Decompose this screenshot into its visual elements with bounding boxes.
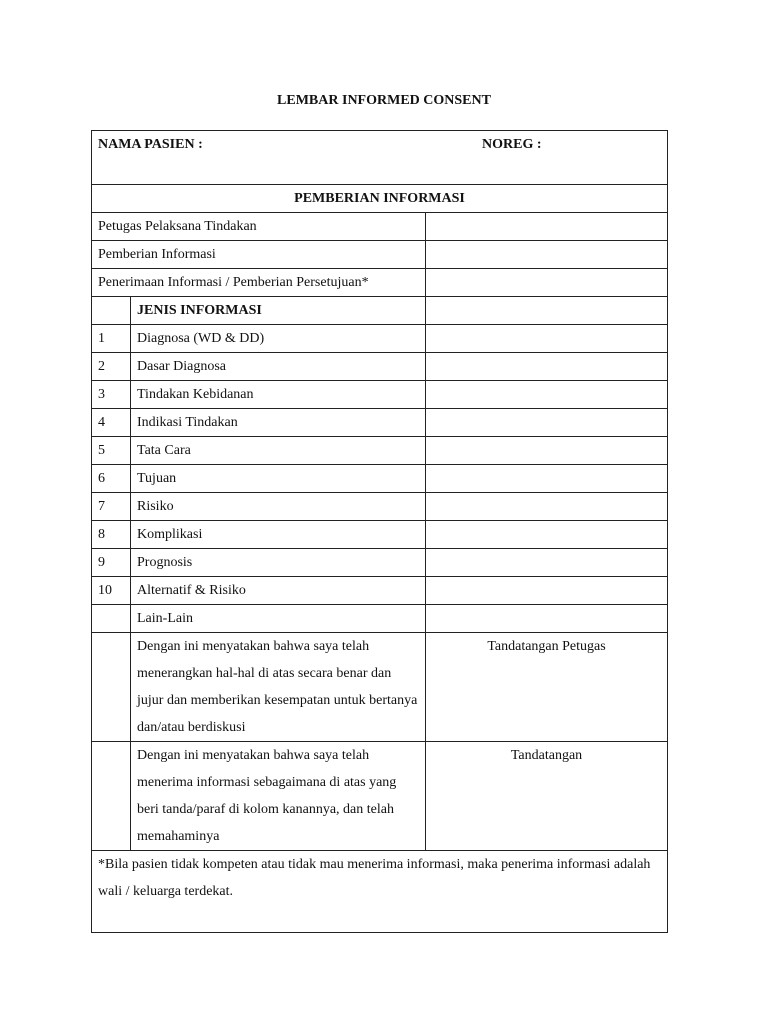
jenis-item-number: 10 (92, 577, 131, 605)
section-title: PEMBERIAN INFORMASI (92, 185, 668, 213)
info-row-field (426, 269, 668, 297)
jenis-item-label: Tujuan (131, 465, 426, 493)
signature-recipient-label: Tandatangan (426, 742, 668, 851)
info-row-label: Petugas Pelaksana Tindakan (92, 213, 426, 241)
jenis-item-label: Tata Cara (131, 437, 426, 465)
section-title-row (92, 185, 668, 213)
info-row-label: Penerimaan Informasi / Pemberian Persetujuan* (92, 269, 426, 297)
info-row (92, 269, 668, 297)
info-row-field (426, 213, 668, 241)
patient-header-row (92, 131, 668, 185)
jenis-item-label: Alternatif & Risiko (131, 577, 426, 605)
jenis-item-row (92, 549, 668, 577)
jenis-item-number (92, 605, 131, 633)
jenis-item-label: Dasar Diagnosa (131, 353, 426, 381)
jenis-item-label: Prognosis (131, 549, 426, 577)
statement-no-cell (92, 633, 131, 742)
jenis-item-field (426, 353, 668, 381)
jenis-item-row (92, 605, 668, 633)
jenis-item-field (426, 549, 668, 577)
jenis-item-row (92, 381, 668, 409)
jenis-item-number: 3 (92, 381, 131, 409)
jenis-item-row (92, 409, 668, 437)
jenis-item-number: 4 (92, 409, 131, 437)
info-row-field (426, 241, 668, 269)
statement-row-recipient (92, 742, 668, 851)
jenis-item-label: Komplikasi (131, 521, 426, 549)
jenis-item-number: 6 (92, 465, 131, 493)
jenis-item-label: Risiko (131, 493, 426, 521)
jenis-item-row (92, 521, 668, 549)
footnote: *Bila pasien tidak kompeten atau tidak mau menerima informasi, maka penerima informasi adalah wali / keluarga terdekat. (92, 851, 668, 933)
signature-officer-label: Tandatangan Petugas (426, 633, 668, 742)
jenis-item-number: 7 (92, 493, 131, 521)
patient-name-label: NAMA PASIEN : (98, 137, 203, 152)
jenis-item-field (426, 493, 668, 521)
jenis-item-label: Lain-Lain (131, 605, 426, 633)
jenis-item-field (426, 409, 668, 437)
jenis-item-field (426, 325, 668, 353)
jenis-item-number: 1 (92, 325, 131, 353)
jenis-item-field (426, 437, 668, 465)
jenis-item-number: 9 (92, 549, 131, 577)
statement-text: Dengan ini menyatakan bahwa saya telah menerima informasi sebagaimana di atas yang beri tanda/paraf di kolom kanannya, dan telah memahaminya (131, 742, 426, 851)
info-row (92, 213, 668, 241)
jenis-item-number: 8 (92, 521, 131, 549)
info-row-label: Pemberian Informasi (92, 241, 426, 269)
jenis-item-row (92, 437, 668, 465)
statement-text: Dengan ini menyatakan bahwa saya telah menerangkan hal-hal di atas secara benar dan jujur dan memberikan kesempatan untuk bertanya dan/atau berdiskusi (131, 633, 426, 742)
jenis-item-field (426, 521, 668, 549)
jenis-item-field (426, 577, 668, 605)
jenis-item-row (92, 465, 668, 493)
jenis-item-field (426, 465, 668, 493)
jenis-item-label: Indikasi Tindakan (131, 409, 426, 437)
jenis-item-number: 2 (92, 353, 131, 381)
jenis-header: JENIS INFORMASI (131, 297, 426, 325)
jenis-header-row (92, 297, 668, 325)
jenis-no-cell (92, 297, 131, 325)
jenis-item-label: Diagnosa (WD & DD) (131, 325, 426, 353)
noreg-label: NOREG : (482, 137, 542, 152)
info-row (92, 241, 668, 269)
jenis-item-number: 5 (92, 437, 131, 465)
document-title: LEMBAR INFORMED CONSENT (277, 93, 491, 108)
jenis-field (426, 297, 668, 325)
footnote-row (92, 851, 668, 933)
statement-no-cell (92, 742, 131, 851)
jenis-item-field (426, 381, 668, 409)
statement-row-officer (92, 633, 668, 742)
jenis-item-label: Tindakan Kebidanan (131, 381, 426, 409)
jenis-item-field (426, 605, 668, 633)
jenis-item-row (92, 577, 668, 605)
jenis-item-row (92, 353, 668, 381)
jenis-item-row (92, 493, 668, 521)
jenis-item-row (92, 325, 668, 353)
consent-form-table (91, 130, 668, 933)
